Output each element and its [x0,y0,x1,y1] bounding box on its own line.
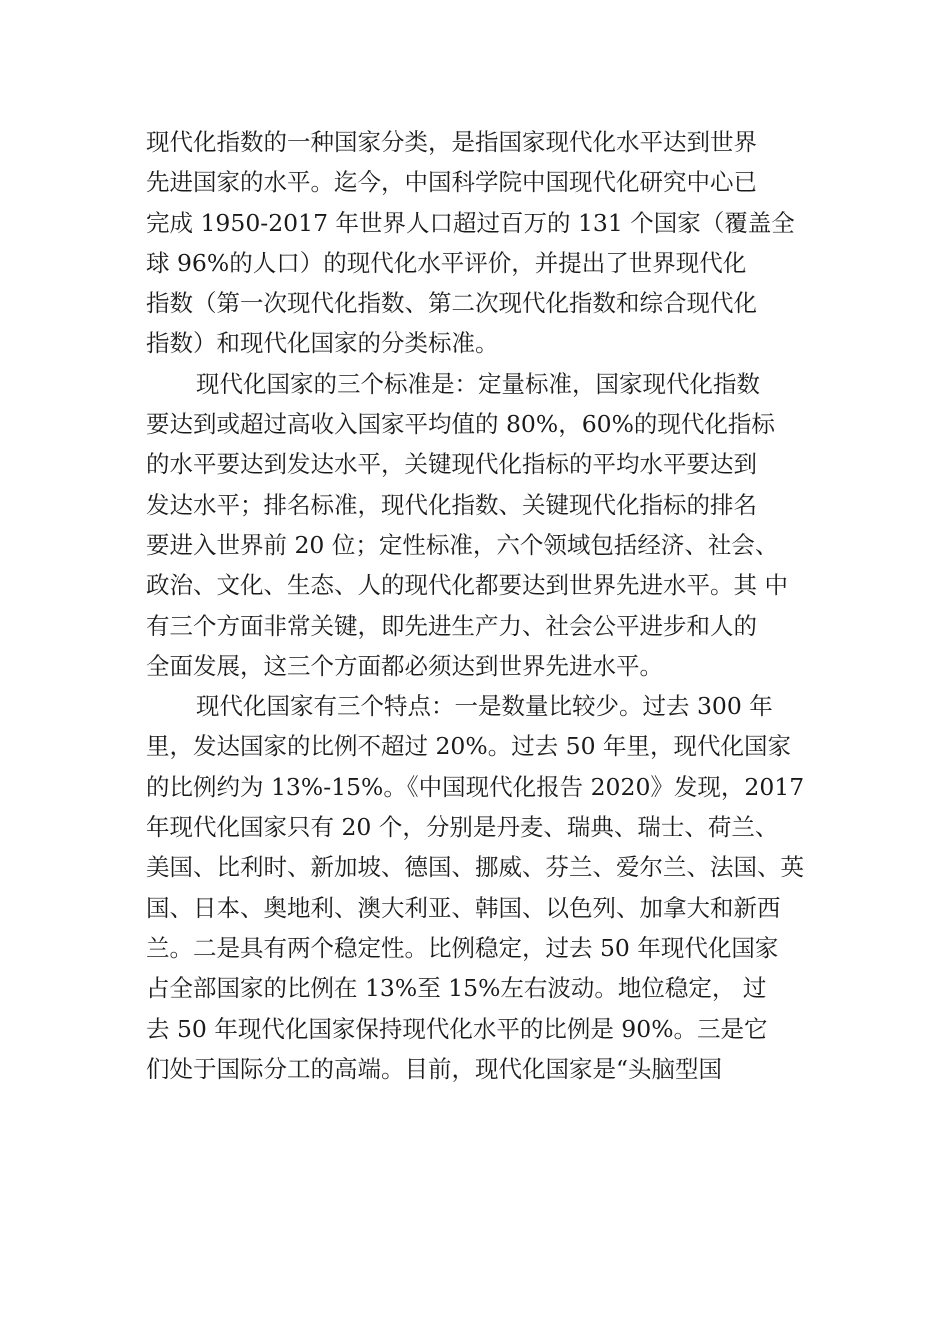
text-line: 兰。二是具有两个稳定性。比例稳定，过去 50 年现代化国家 [146,933,779,962]
text-line: 现代化国家的三个标准是：定量标准，国家现代化指数 [196,369,760,398]
text-line: 球 96%的人口）的现代化水平评价，并提出了世界现代化 [146,248,747,277]
paragraph-3 [146,686,816,1089]
text-line: 全面发展，这三个方面都必须达到世界先进水平。 [146,651,663,680]
text-line: 完成 1950-2017 年世界人口超过百万的 131 个国家（覆盖全 [146,208,795,237]
text-line: 现代化国家有三个特点：一是数量比较少。过去 300 年 [196,692,773,721]
text-line: 去 50 年现代化国家保持现代化水平的比例是 90%。三是它 [146,1014,768,1043]
text-line: 要达到或超过高收入国家平均值的 80%，60%的现代化指标 [146,410,775,439]
body-text [146,122,816,1089]
text-line: 年现代化国家只有 20 个，分别是丹麦、瑞典、瑞士、荷兰、 [146,813,779,842]
text-line: 国、日本、奥地利、澳大利亚、韩国、以色列、加拿大和新西 [146,893,781,922]
text-line: 指数）和现代化国家的分类标准。 [146,329,499,358]
paragraph-1 [146,122,816,364]
text-line: 里，发达国家的比例不超过 20%。过去 50 年里，现代化国家 [146,732,792,761]
text-line: 指数（第一次现代化指数、第二次现代化指数和综合现代化 [146,289,757,318]
text-line: 有三个方面非常关键，即先进生产力、社会公平进步和人的 [146,611,757,640]
text-line: 的水平要达到发达水平，关键现代化指标的平均水平要达到 [146,450,757,479]
text-line: 美国、比利时、新加坡、德国、挪威、芬兰、爱尔兰、法国、英 [146,853,804,882]
text-line: 现代化指数的一种国家分类，是指国家现代化水平达到世界 [146,128,757,156]
text-line: 占全部国家的比例在 13%至 15%左右波动。地位稳定， 过 [146,974,767,1003]
paragraph-2 [146,364,816,686]
text-line: 发达水平；排名标准，现代化指数、关键现代化指标的排名 [146,490,757,519]
text-line: 们处于国际分工的高端。目前，现代化国家是“头脑型国 [146,1054,723,1083]
text-line: 要进入世界前 20 位；定性标准，六个领域包括经济、社会、 [146,530,779,559]
text-line: 政治、文化、生态、人的现代化都要达到世界先进水平。其 中 [146,571,788,600]
text-line: 的比例约为 13%-15%。《中国现代化报告 2020》发现，2017 [146,772,805,801]
text-line: 先进国家的水平。迄今，中国科学院中国现代化研究中心已 [146,168,757,197]
